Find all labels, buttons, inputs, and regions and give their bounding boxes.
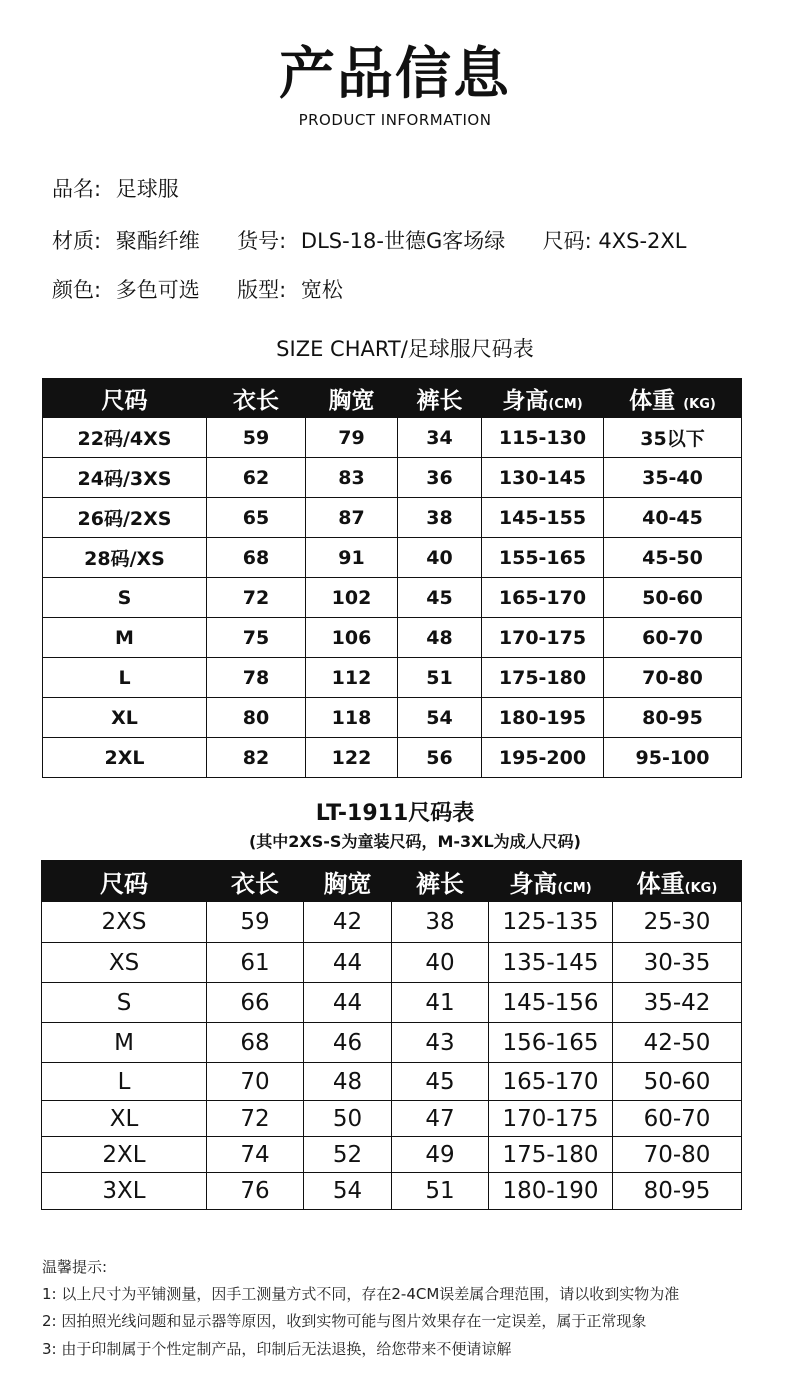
cell-length: 66: [207, 983, 304, 1023]
cell-chest: 122: [306, 738, 398, 778]
table-row: [43, 538, 742, 578]
header-height-unit: (CM): [557, 880, 592, 896]
tips-title: 温馨提示:: [42, 1258, 108, 1276]
cell-weight: 30-35: [613, 943, 742, 983]
cell-pants: 38: [392, 902, 489, 943]
tip-item: 3: 由于印制属于个性定制产品，印制后无法退换，给您带来不便请谅解: [42, 1340, 512, 1358]
cell-length: 61: [207, 943, 304, 983]
table-row: [43, 458, 742, 498]
cell-pants: 48: [398, 618, 482, 658]
cell-size: XS: [42, 943, 207, 983]
cell-weight: 95-100: [604, 738, 742, 778]
color-label: 颜色:: [52, 278, 102, 302]
cell-length: 68: [207, 1023, 304, 1063]
table-row: [43, 418, 742, 458]
cell-weight: 70-80: [604, 658, 742, 698]
cell-height: 165-170: [489, 1063, 613, 1101]
cell-chest: 50: [304, 1101, 392, 1137]
cell-size: 26码/2XS: [43, 498, 207, 538]
material-label: 材质:: [52, 229, 102, 253]
table-row: [43, 578, 742, 618]
cell-pants: 54: [398, 698, 482, 738]
cell-chest: 52: [304, 1137, 392, 1173]
cell-size: S: [43, 578, 207, 618]
cell-length: 59: [207, 418, 306, 458]
lt-chart-body: [42, 902, 742, 1210]
cell-pants: 51: [398, 658, 482, 698]
cell-weight: 35-40: [604, 458, 742, 498]
header-size: 尺码: [42, 861, 207, 902]
cell-pants: 40: [398, 538, 482, 578]
item-label: 货号:: [237, 229, 287, 253]
table-row: [42, 902, 742, 943]
cell-weight: 40-45: [604, 498, 742, 538]
cell-size: 2XL: [43, 738, 207, 778]
cell-size: 3XL: [42, 1173, 207, 1210]
header-height-label: 身高: [509, 869, 558, 898]
cell-weight: 45-50: [604, 538, 742, 578]
cell-size: 28码/XS: [43, 538, 207, 578]
table-row: [43, 658, 742, 698]
lt-chart-note: (其中2XS-S为童装尺码，M-3XL为成人尺码): [248, 832, 581, 851]
size-label: 尺码:: [542, 229, 592, 253]
cell-chest: 79: [306, 418, 398, 458]
tip-item: 1: 以上尺寸为平铺测量，因手工测量方式不同，存在2-4CM误差属合理范围，请以收到实物为准: [42, 1285, 680, 1303]
info-color-line: [52, 275, 343, 305]
table-row: [42, 1173, 742, 1210]
cell-chest: 44: [304, 983, 392, 1023]
cell-chest: 83: [306, 458, 398, 498]
size-chart-title: SIZE CHART/足球服尺码表: [276, 337, 534, 361]
cell-height: 165-170: [482, 578, 604, 618]
cell-height: 175-180: [482, 658, 604, 698]
cell-length: 80: [207, 698, 306, 738]
cell-chest: 102: [306, 578, 398, 618]
cell-length: 76: [207, 1173, 304, 1210]
table-row: [43, 498, 742, 538]
cell-chest: 54: [304, 1173, 392, 1210]
cell-length: 72: [207, 1101, 304, 1137]
cell-size: XL: [43, 698, 207, 738]
cell-height: 180-190: [489, 1173, 613, 1210]
cell-weight: 70-80: [613, 1137, 742, 1173]
cell-chest: 87: [306, 498, 398, 538]
cell-height: 115-130: [482, 418, 604, 458]
cell-height: 170-175: [489, 1101, 613, 1137]
cell-weight: 80-95: [604, 698, 742, 738]
table-row: [42, 1101, 742, 1137]
cell-size: 24码/3XS: [43, 458, 207, 498]
table-row: [42, 1063, 742, 1101]
header-pants: 裤长: [392, 861, 489, 902]
cell-length: 74: [207, 1137, 304, 1173]
cell-height: 156-165: [489, 1023, 613, 1063]
cell-size: S: [42, 983, 207, 1023]
cell-length: 59: [207, 902, 304, 943]
size-value: 4XS-2XL: [598, 229, 687, 253]
cell-chest: 46: [304, 1023, 392, 1063]
cell-size: M: [42, 1023, 207, 1063]
header-weight-label: 体重: [636, 869, 685, 898]
cell-weight: 35-42: [613, 983, 742, 1023]
fit-label: 版型:: [237, 278, 287, 302]
cell-chest: 106: [306, 618, 398, 658]
cell-chest: 48: [304, 1063, 392, 1101]
table-row: [42, 1023, 742, 1063]
cell-height: 135-145: [489, 943, 613, 983]
page-title: 产品信息: [279, 42, 511, 107]
header-weight: [604, 379, 742, 418]
size-chart-table: [42, 378, 742, 778]
cell-chest: 118: [306, 698, 398, 738]
item-value: DLS-18-世德G客场绿: [300, 229, 506, 253]
cell-size: L: [42, 1063, 207, 1101]
cell-weight: 50-60: [604, 578, 742, 618]
table-row: [43, 618, 742, 658]
header-weight-label: 体重: [629, 387, 676, 414]
name-value: 足球服: [115, 177, 179, 201]
name-label: 品名:: [52, 177, 102, 201]
header-size: 尺码: [43, 379, 207, 418]
cell-size: XL: [42, 1101, 207, 1137]
cell-height: 175-180: [489, 1137, 613, 1173]
cell-chest: 112: [306, 658, 398, 698]
cell-pants: 45: [392, 1063, 489, 1101]
cell-pants: 38: [398, 498, 482, 538]
cell-length: 62: [207, 458, 306, 498]
cell-size: 2XS: [42, 902, 207, 943]
cell-height: 195-200: [482, 738, 604, 778]
header-height-unit: (CM): [548, 396, 583, 412]
cell-weight: 42-50: [613, 1023, 742, 1063]
cell-pants: 34: [398, 418, 482, 458]
cell-chest: 42: [304, 902, 392, 943]
cell-height: 145-155: [482, 498, 604, 538]
header-height: [482, 379, 604, 418]
info-material-line: [52, 226, 687, 256]
page-subtitle: PRODUCT INFORMATION: [298, 111, 492, 129]
lt-chart-table: [41, 860, 742, 1210]
cell-pants: 51: [392, 1173, 489, 1210]
table-header-row: [43, 379, 742, 418]
cell-pants: 40: [392, 943, 489, 983]
table-row: [43, 738, 742, 778]
cell-pants: 49: [392, 1137, 489, 1173]
cell-weight: 35以下: [604, 418, 742, 458]
cell-length: 82: [207, 738, 306, 778]
cell-weight: 60-70: [604, 618, 742, 658]
cell-weight: 80-95: [613, 1173, 742, 1210]
cell-pants: 47: [392, 1101, 489, 1137]
cell-length: 70: [207, 1063, 304, 1101]
cell-height: 145-156: [489, 983, 613, 1023]
cell-weight: 60-70: [613, 1101, 742, 1137]
header-height-label: 身高: [502, 387, 549, 414]
cell-length: 65: [207, 498, 306, 538]
cell-chest: 44: [304, 943, 392, 983]
lt-chart-title: LT-1911尺码表: [315, 801, 475, 826]
fit-value: 宽松: [300, 278, 343, 302]
info-name-line: [52, 174, 179, 204]
table-row: [42, 983, 742, 1023]
header-chest: 胸宽: [304, 861, 392, 902]
cell-length: 68: [207, 538, 306, 578]
table-row: [42, 1137, 742, 1173]
material-value: 聚酯纤维: [115, 229, 200, 253]
cell-height: 155-165: [482, 538, 604, 578]
cell-pants: 41: [392, 983, 489, 1023]
cell-height: 130-145: [482, 458, 604, 498]
header-length: 衣长: [207, 379, 306, 418]
table-row: [42, 943, 742, 983]
table-header-row: [42, 861, 742, 902]
header-chest: 胸宽: [306, 379, 398, 418]
cell-height: 125-135: [489, 902, 613, 943]
cell-pants: 45: [398, 578, 482, 618]
cell-pants: 56: [398, 738, 482, 778]
tip-item: 2: 因拍照光线问题和显示器等原因，收到实物可能与图片效果存在一定误差，属于正常现象: [42, 1312, 647, 1330]
cell-chest: 91: [306, 538, 398, 578]
size-chart-body: [43, 418, 742, 778]
cell-length: 75: [207, 618, 306, 658]
cell-weight: 50-60: [613, 1063, 742, 1101]
cell-length: 78: [207, 658, 306, 698]
cell-weight: 25-30: [613, 902, 742, 943]
cell-size: 22码/4XS: [43, 418, 207, 458]
cell-size: 2XL: [42, 1137, 207, 1173]
cell-pants: 36: [398, 458, 482, 498]
header-height: [489, 861, 613, 902]
cell-length: 72: [207, 578, 306, 618]
cell-height: 170-175: [482, 618, 604, 658]
color-value: 多色可选: [115, 278, 200, 302]
cell-size: M: [43, 618, 207, 658]
cell-size: L: [43, 658, 207, 698]
cell-height: 180-195: [482, 698, 604, 738]
cell-pants: 43: [392, 1023, 489, 1063]
header-weight: [613, 861, 742, 902]
table-row: [43, 698, 742, 738]
header-length: 衣长: [207, 861, 304, 902]
header-weight-unit: (KG): [684, 880, 718, 896]
header-pants: 裤长: [398, 379, 482, 418]
header-weight-unit: (KG): [683, 396, 716, 412]
